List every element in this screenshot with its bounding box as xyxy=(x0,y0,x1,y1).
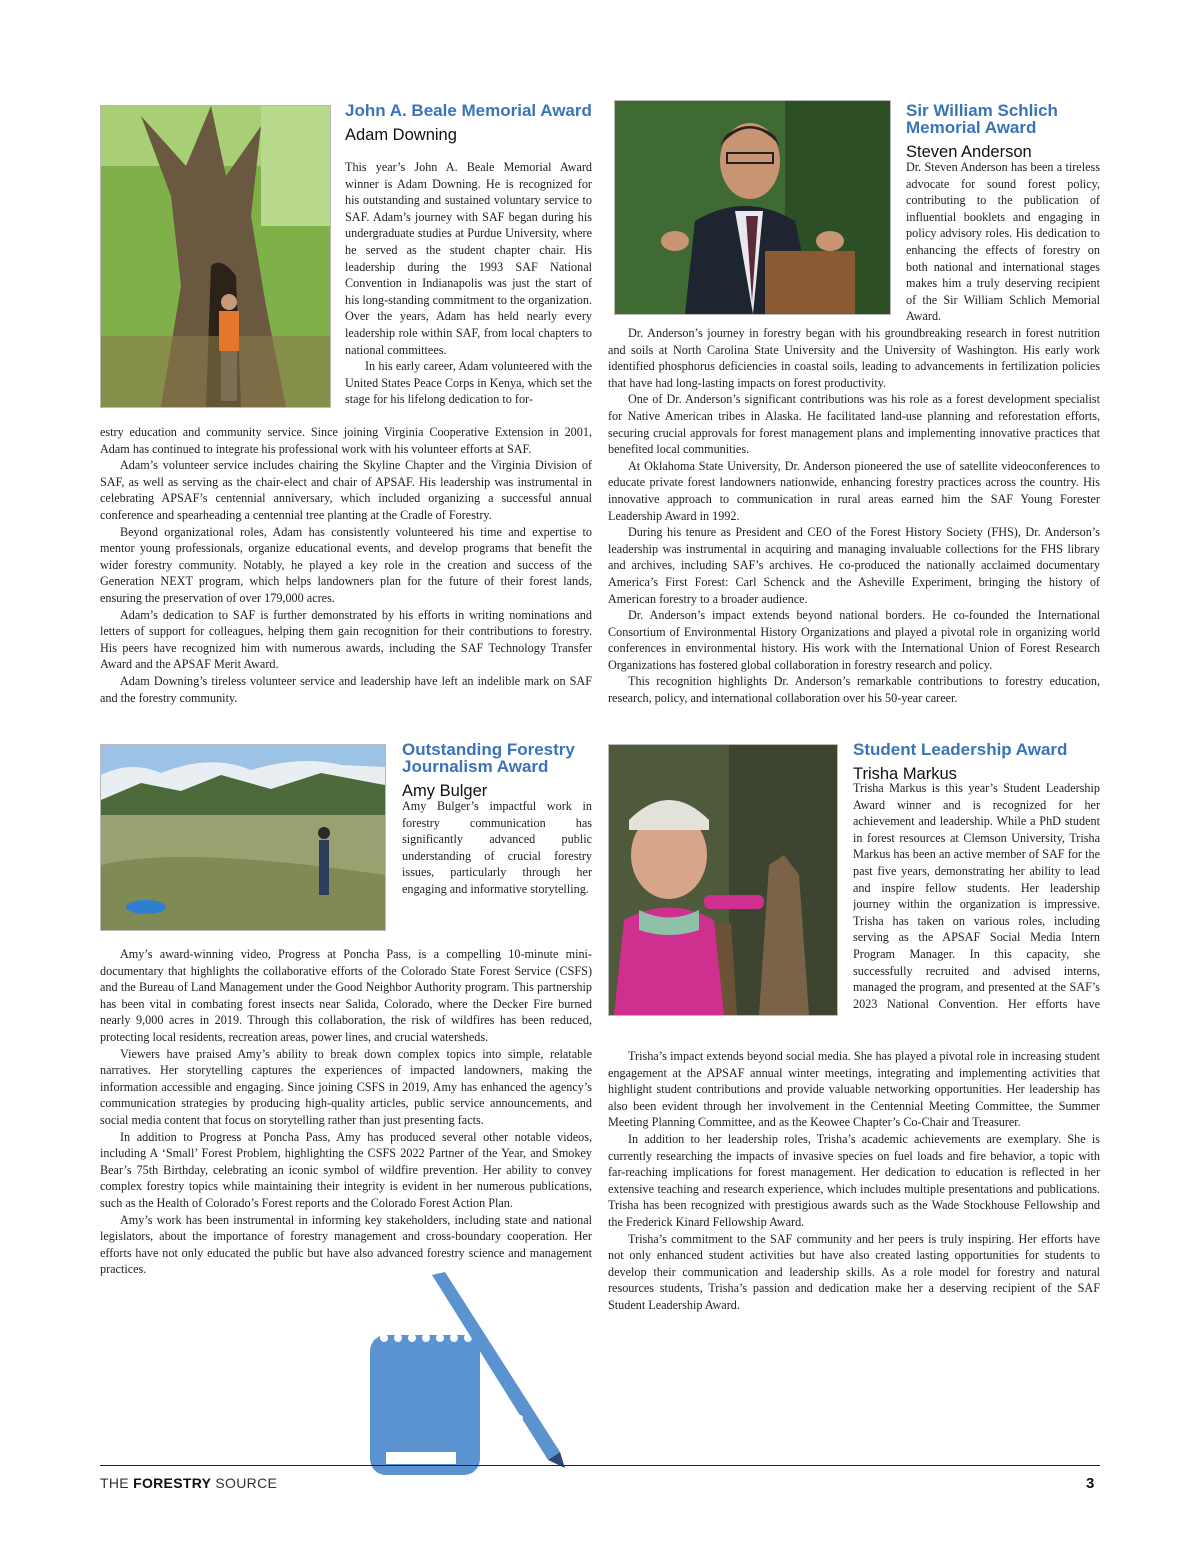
footer-rule xyxy=(100,1465,1100,1466)
student-paragraph: Trisha Markus is this year’s Student Leadership Award winner and is recognized for her achievement and leadership. While a PhD student in forest resources at Clemson University, Trisha Markus has been an active member of SAF for the past five years, demonstrating her ability to lead and inspire fellow students. Her leadership journey within the organization is impressive. Trisha has taken on various roles, including serving as the APSAF Social Media Intern Program Manager. In this capacity, she successfully recruited and advised interns, managed the program, and presented at the SAF’s 2023 National Convention. Her efforts have xyxy=(853,781,1100,1010)
journalism-award-header xyxy=(402,741,602,802)
student-paragraph: In addition to her leadership roles, Trisha’s academic achievements are exemplary. She is currently researching the impacts of invasive species on fuel loads and fire behavior, a topic with far-reaching implications for forest management. Her dedication to education is reflected in her extensive teaching and research experience, which includes multiple presentations and publications. Trisha has been recognized with prestigious awards such as the Wade Stockhouse Fellowship and the Frederick Kinard Fellowship Award. xyxy=(608,1131,1100,1229)
journalism-body-full xyxy=(100,946,592,1278)
publication-name xyxy=(100,1475,277,1491)
schlich-paragraph: Dr. Steven Anderson has been a tireless advocate for sound forest policy, contributing to the publication of influential booklets and engaging in policy advisory roles. His dedication to enhancing the effects of forestry on both national and international stages makes him a truly deserving recipient of the Sir William Schlich Memorial Award. xyxy=(906,160,1100,324)
beale-paragraph: Adam Downing’s tireless volunteer service and leadership have left an indelible mark on SAF and the forestry community. xyxy=(100,673,592,705)
beale-paragraph-wrap-tail: estry education and community service. Since joining Virginia Cooperative Extension in 2001, Adam has continued to integrate his professional work with his volunteer efforts at SAF. xyxy=(100,425,592,456)
student-paragraph: Trisha’s impact extends beyond social media. She has played a pivotal role in increasing student engagement at the APSAF annual winter meetings, integrating and implementing activities that highlight student contributions and provide valuable networking opportunities. Her leadership has also been evident through her involvement in the Centennial Meeting Committee, the Summer Meeting Planning Committee, and as the Keowee Chapter’s Co-Chair and Treasurer. xyxy=(608,1049,1100,1130)
schlich-paragraph: This recognition highlights Dr. Anderson’s remarkable contributions to forestry education, research, policy, and international collaboration over his 50-year career. xyxy=(608,674,1100,706)
schlich-paragraph: At Oklahoma State University, Dr. Anderson pioneered the use of satellite videoconferences to educate private forest landowners nationwide, enhancing forestry practices across the country. His innovative approach to communication in rural areas earned him the SAF Young Forester Leadership Award in 1992. xyxy=(608,458,1100,523)
schlich-award-title: Sir William Schlich Memorial Award xyxy=(906,101,1058,137)
publication-bold: FORESTRY xyxy=(133,1475,212,1491)
schlich-paragraph: During his tenure as President and CEO of the Forest History Society (FHS), Dr. Anderson’s leadership was instrumental in acquiring and managing invaluable collections for the FHS library and archives, including SAF’s archives. He co-produced the nationally acclaimed documentary America’s First Forest: Carl Schenck and the Asheville Experiment, bringing the history of American forestry to a broader audience. xyxy=(608,525,1100,606)
schlich-paragraph: Dr. Anderson’s impact extends beyond national borders. He co-founded the International Consortium of Environmental History Organizations and played a pivotal role in organizing world conferences in environmental history. His work with the International Union of Forest Research Organizations has fostered global collaboration in forestry research and policy. xyxy=(608,608,1100,672)
beale-body-continued xyxy=(100,358,592,408)
trisha-markus-photo xyxy=(608,744,838,1016)
beale-paragraph: Beyond organizational roles, Adam has consistently volunteered his time and expertise to mentor young professionals, organize educational events, and develop programs that benefit the wider forestry community. Notably, he played a key role in the creation and success of the Generation NEXT program, which helps landowners plan for the future of their forest lands, ensuring the preservation of over 179,000 acres. xyxy=(100,524,592,605)
notepad-and-pencil-icon xyxy=(360,1270,580,1475)
beale-paragraph: In his early career, Adam volunteered with the United States Peace Corps in Kenya, which set the stage for his lifelong dedication to for- xyxy=(345,359,592,407)
schlich-body-wrap xyxy=(906,159,1100,325)
beale-award-title: John A. Beale Memorial Award xyxy=(345,101,592,120)
amy-bulger-photo xyxy=(100,744,386,931)
student-award-recipient: Trisha Markus xyxy=(853,765,957,783)
journalism-paragraph: Amy’s work has been instrumental in informing key stakeholders, including state and national legislators, about the importance of forestry management and cross-boundary cooperation. Her efforts have not only educated the public but have also advanced forestry science and management practices. xyxy=(100,1212,592,1277)
student-paragraph: Trisha’s commitment to the SAF community and her peers is truly inspiring. Her efforts have not only enhanced student activities but have also created lasting opportunities for students to develop their communication and leadership skills. As a role model for forestry and natural resources students, Trisha’s passion and dedication make her a deserving recipient of the SAF Student Leadership Award. xyxy=(608,1231,1100,1312)
beale-body-full xyxy=(100,424,592,706)
schlich-award-recipient: Steven Anderson xyxy=(906,143,1032,161)
publication-suffix: SOURCE xyxy=(215,1475,278,1491)
schlich-paragraph: One of Dr. Anderson’s significant contributions was his role as a forest development specialist for Native American tribes in Alaska. He facilitated land-use planning and reforestation efforts, securing crucial approvals for forest management plans and implementing innovative practices that benefited local communities. xyxy=(608,392,1100,457)
journalism-paragraph: Viewers have praised Amy’s ability to break down complex topics into simple, relatable narratives. Her storytelling captures the experiences of impacted landowners, making the information accessible and engaging. Since joining CSFS in 2019, Amy has enhanced the agency’s communication strategies by producing high-quality articles, public service announcements, and social media content that focus on storytelling rather than just presenting facts. xyxy=(100,1046,592,1127)
journalism-paragraph: Amy’s award-winning video, Progress at Poncha Pass, is a compelling 10-minute mini-documentary that highlights the collaborative efforts of the Colorado State Forest Service (CSFS) and the Bureau of Land Management under the Good Neighbor Authority program. This partnership has been vital in combating forest insects near Salida, Colorado, where the Decker Fire burned nearly 9,000 acres in 2019. Through this collaboration, the risk of wildfires has been reduced, protecting local residents, recreation areas, power lines, and crucial watersheds. xyxy=(100,947,592,1044)
steven-anderson-photo xyxy=(614,100,891,315)
beale-body-wrap xyxy=(345,159,592,358)
student-award-header xyxy=(853,741,1103,785)
journalism-award-recipient: Amy Bulger xyxy=(402,782,488,800)
journalism-paragraph: Amy Bulger’s impactful work in forestry communication has significantly advanced public understanding of crucial forestry issues, particularly through her engaging and informative storytelling. xyxy=(402,799,592,896)
student-body-full xyxy=(608,1048,1100,1314)
journalism-award-title: Outstanding Forestry Journalism Award xyxy=(402,740,575,776)
beale-paragraph: Adam’s dedication to SAF is further demonstrated by his efforts in writing nominations and letters of support for colleagues, helping them gain recognition for their contributions to forestry. His peers have recognized him with numerous awards, including the SAF Technology Transfer Award and the APSAF Merit Award. xyxy=(100,607,592,672)
schlich-award-header xyxy=(906,102,1106,163)
beale-paragraph: Adam’s volunteer service includes chairing the Skyline Chapter and the Virginia Division of SAF, as well as serving as the chair-elect and chair of APSAF. His leadership was instrumental in celebrating APSAF’s centennial anniversary, which included organizing a successful annual conference and spearheading a centennial tree planting at the Cradle of Forestry. xyxy=(100,458,592,522)
student-body-wrap xyxy=(853,780,1100,1010)
page-number: 3 xyxy=(1086,1475,1095,1492)
journalism-body-wrap xyxy=(402,798,592,898)
beale-paragraph: This year’s John A. Beale Memorial Award winner is Adam Downing. He is recognized for his outstanding and sustained voluntary service to SAF. Adam’s journey with SAF began during his undergraduate studies at Purdue University, where he served as the student chapter chair. His leadership during the 1993 SAF National Convention in Indianapolis was just the start of his long-standing commitment to the organization. Over the years, Adam has held nearly every leadership role within SAF, from local chapters to national committees. xyxy=(345,160,592,357)
schlich-paragraph: Dr. Anderson’s journey in forestry began with his groundbreaking research in forest nutrition and soils at North Carolina State University and the University of Washington. His early work identified phosphorus deficiencies in coastal soils, leading to advancements in fertilization policies that have had long-lasting impacts on forest productivity. xyxy=(608,326,1100,390)
beale-award-recipient: Adam Downing xyxy=(345,126,457,144)
schlich-body-full xyxy=(608,325,1100,707)
student-award-title: Student Leadership Award xyxy=(853,740,1068,759)
beale-award-header xyxy=(345,102,595,146)
publication-prefix: THE xyxy=(100,1475,129,1491)
journalism-paragraph: In addition to Progress at Poncha Pass, Amy has produced several other notable videos, including A ‘Small’ Forest Problem, highlighting the CSFS 2022 Partner of the Year, and Smokey Bear’s 75th Birthday, celebrating an iconic symbol of wildfire prevention. Her ability to convey complex forestry topics while maintaining their integrity is evident in her numerous publications, such as the Health of Colorado’s Forest reports and the Colorado Forest Action Plan. xyxy=(100,1129,592,1210)
